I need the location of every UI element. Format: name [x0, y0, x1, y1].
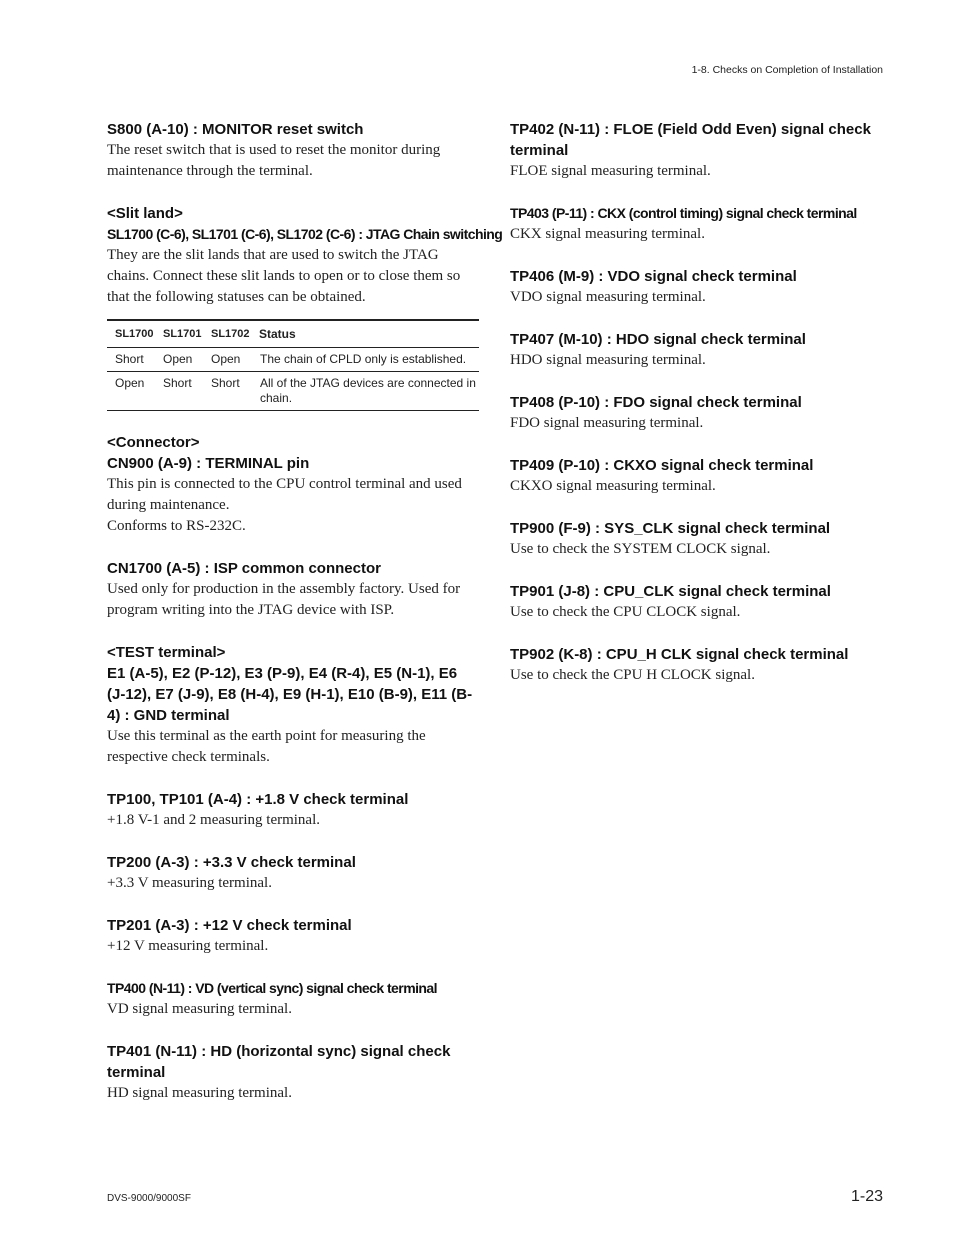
- table-cell: The chain of CPLD only is established.: [260, 352, 467, 366]
- table-row: [107, 372, 479, 411]
- right-column: [510, 119, 888, 707]
- section-tp200: [107, 852, 479, 894]
- table-header-row: [107, 320, 479, 348]
- section-body: Use this terminal as the earth point for measuring the respective check terminals.: [107, 728, 426, 765]
- section-body: Use to check the CPU H CLOCK signal.: [510, 667, 755, 683]
- section-test-terminal: [107, 642, 479, 768]
- body-paragraph: Conforms to RS-232C.: [107, 518, 246, 534]
- body-paragraph: This pin is connected to the CPU control terminal and used during maintenance.: [107, 476, 462, 513]
- model-footer: DVS-9000/9000SF: [107, 1193, 191, 1204]
- section-title: TP408 (P-10) : FDO signal check terminal: [510, 394, 802, 411]
- group-title: <Slit land>: [107, 205, 183, 222]
- table-cell: Short: [211, 376, 240, 390]
- section-body: Use to check the SYSTEM CLOCK signal.: [510, 541, 771, 557]
- section-tp403: [510, 203, 888, 245]
- section-tp408: [510, 392, 888, 434]
- column-header: Status: [259, 327, 296, 341]
- section-title: TP902 (K-8) : CPU_H CLK signal check terminal: [510, 646, 849, 663]
- section-cn900: [107, 432, 479, 537]
- section-title: TP401 (N-11) : HD (horizontal sync) signal check terminal: [107, 1043, 451, 1081]
- column-header: SL1702: [211, 328, 250, 340]
- table-cell: Open: [211, 352, 241, 366]
- section-tp400: [107, 978, 479, 1020]
- section-tp407: [510, 329, 888, 371]
- section-body: HDO signal measuring terminal.: [510, 352, 706, 368]
- section-title: TP400 (N-11) : VD (vertical sync) signal check terminal: [107, 980, 438, 996]
- section-body: The reset switch that is used to reset the monitor during maintenance through the terminal.: [107, 142, 441, 179]
- section-body: CKXO signal measuring terminal.: [510, 478, 716, 494]
- section-body: VDO signal measuring terminal.: [510, 289, 706, 305]
- section-tp406: [510, 266, 888, 308]
- section-title: SL1700 (C-6), SL1701 (C-6), SL1702 (C-6) : JTAG Chain switching: [107, 226, 503, 242]
- section-slit-land: [107, 203, 503, 411]
- section-body: HD signal measuring terminal.: [107, 1085, 292, 1101]
- section-title: TP900 (F-9) : SYS_CLK signal check terminal: [510, 520, 831, 537]
- section-title: TP403 (P-11) : CKX (control timing) signal check terminal: [510, 205, 857, 221]
- table-cell: Open: [163, 352, 193, 366]
- section-tp100: [107, 789, 479, 831]
- group-title: <Connector>: [107, 434, 200, 451]
- section-body: +12 V measuring terminal.: [107, 938, 269, 954]
- section-body: Use to check the CPU CLOCK signal.: [510, 604, 741, 620]
- table-cell: All of the JTAG devices are connected in chain.: [260, 376, 476, 405]
- section-tp901: [510, 581, 888, 623]
- section-body: FDO signal measuring terminal.: [510, 415, 704, 431]
- table-cell: Short: [115, 352, 144, 366]
- section-body: VD signal measuring terminal.: [107, 1001, 292, 1017]
- section-body: [107, 474, 479, 537]
- section-title: TP201 (A-3) : +12 V check terminal: [107, 917, 352, 934]
- section-tp201: [107, 915, 479, 957]
- section-s800: [107, 119, 479, 182]
- group-title: <TEST terminal>: [107, 644, 226, 661]
- section-title: TP100, TP101 (A-4) : +1.8 V check terminal: [107, 791, 409, 808]
- section-title: CN1700 (A-5) : ISP common connector: [107, 560, 381, 577]
- section-body: They are the slit lands that are used to switch the JTAG chains. Connect these slit lands to open or to close them so that the following statuses can be obtained.: [107, 247, 461, 305]
- section-title: TP409 (P-10) : CKXO signal check terminal: [510, 457, 814, 474]
- section-title: TP406 (M-9) : VDO signal check terminal: [510, 268, 797, 285]
- section-title: S800 (A-10) : MONITOR reset switch: [107, 121, 364, 138]
- section-body: CKX signal measuring terminal.: [510, 226, 705, 242]
- section-body: +3.3 V measuring terminal.: [107, 875, 272, 891]
- page-number: 1-23: [850, 1188, 883, 1205]
- chapter-header: 1-8. Checks on Completion of Installation: [691, 64, 883, 76]
- table-cell: Short: [163, 376, 192, 390]
- section-tp409: [510, 455, 888, 497]
- section-title: E1 (A-5), E2 (P-12), E3 (P-9), E4 (R-4), E5 (N-1), E6 (J-12), E7 (J-9), E8 (H-4), E9 (H-1), E10 (B-9), E11 (B-4) : GND terminal: [107, 665, 473, 724]
- section-body: +1.8 V-1 and 2 measuring terminal.: [107, 812, 321, 828]
- section-tp900: [510, 518, 888, 560]
- table-row: [107, 348, 479, 372]
- section-cn1700: [107, 558, 479, 621]
- section-title: TP200 (A-3) : +3.3 V check terminal: [107, 854, 356, 871]
- column-header: SL1700: [115, 328, 154, 340]
- section-title: CN900 (A-9) : TERMINAL pin: [107, 455, 310, 472]
- table-cell: Open: [115, 376, 145, 390]
- section-tp402: [510, 119, 888, 182]
- left-column: [107, 119, 503, 1125]
- section-title: TP407 (M-10) : HDO signal check terminal: [510, 331, 806, 348]
- slit-status-table: [107, 319, 479, 411]
- section-title: TP402 (N-11) : FLOE (Field Odd Even) signal check terminal: [510, 121, 871, 159]
- column-header: SL1701: [163, 328, 202, 340]
- section-body: Used only for production in the assembly factory. Used for program writing into the JTAG device with ISP.: [107, 581, 461, 618]
- section-body: FLOE signal measuring terminal.: [510, 163, 711, 179]
- section-tp902: [510, 644, 888, 686]
- section-title: TP901 (J-8) : CPU_CLK signal check terminal: [510, 583, 831, 600]
- section-tp401: [107, 1041, 479, 1104]
